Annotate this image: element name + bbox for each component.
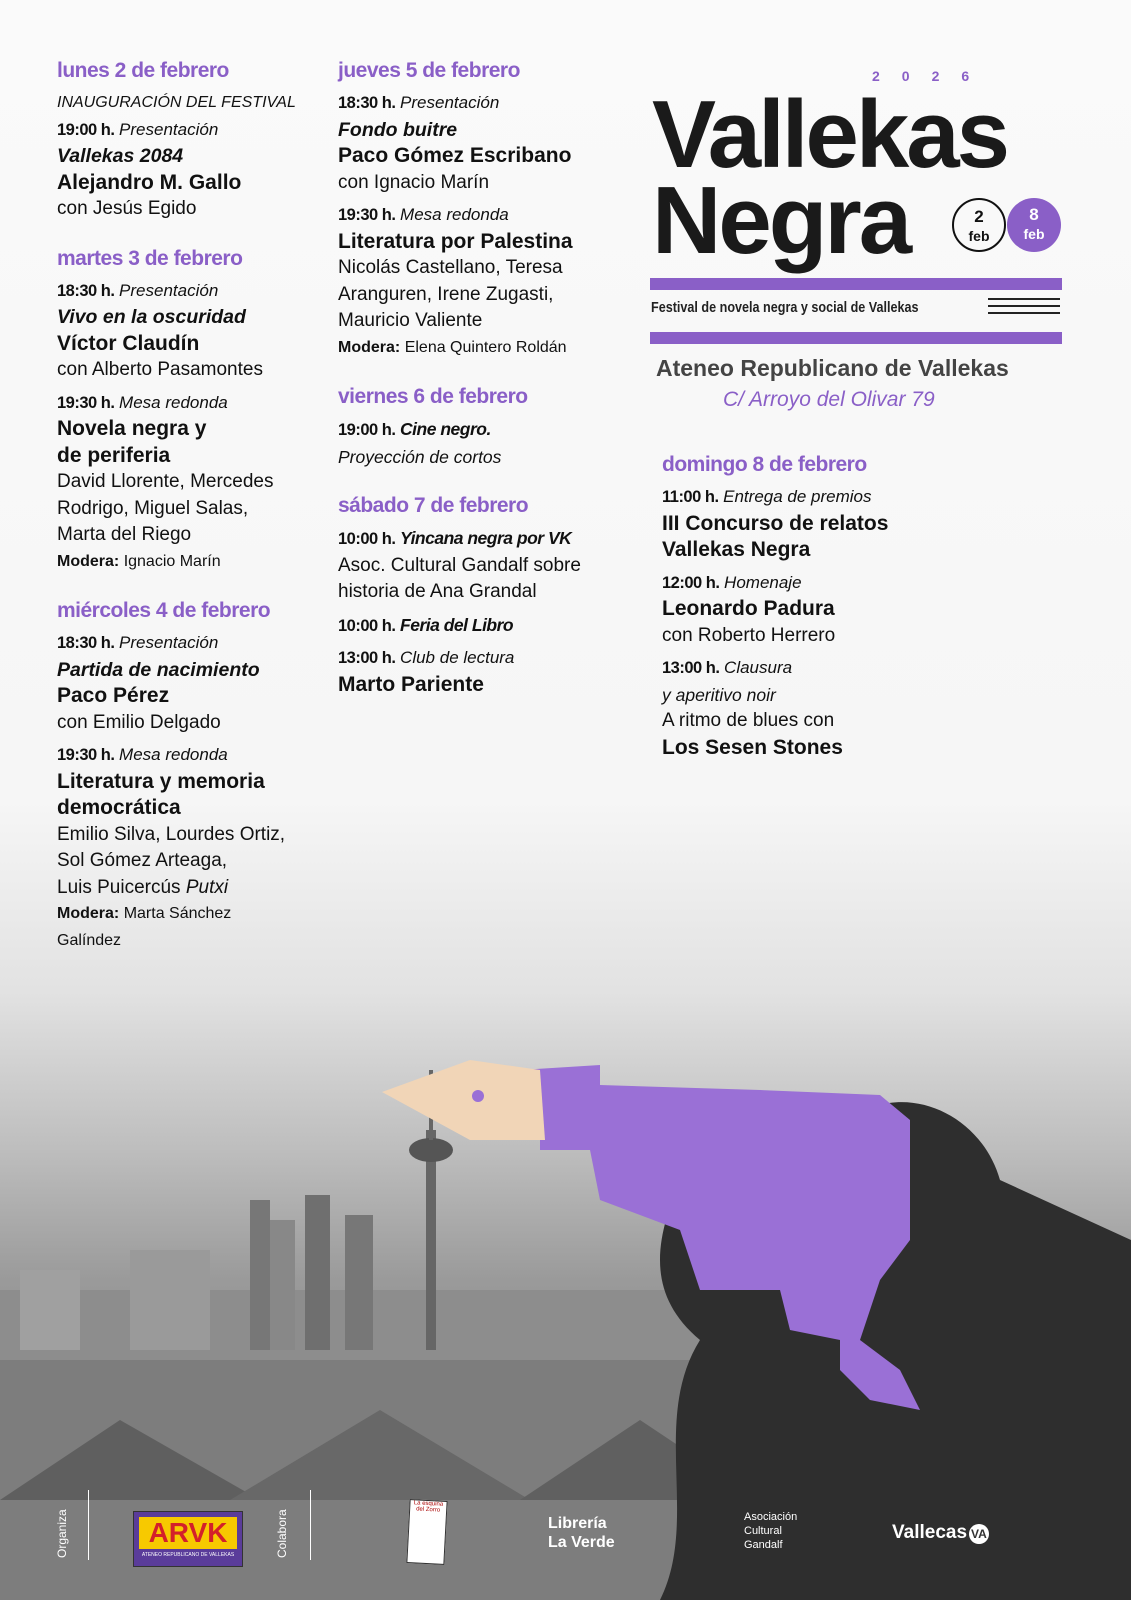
- arvk-text: ARVK: [139, 1517, 237, 1549]
- event-type: Presentación: [119, 633, 219, 652]
- day-heading: lunes 2 de febrero: [57, 59, 229, 82]
- event-name: III Concurso de relatos: [662, 511, 889, 535]
- event-time-line: [57, 630, 296, 657]
- event-name: Leonardo Padura: [662, 597, 835, 620]
- schedule-event: [662, 484, 888, 564]
- participants-line: Marta del Riego: [57, 524, 192, 545]
- event-type: Homenaje: [724, 572, 802, 592]
- logo-title-line1: Vallekas: [652, 81, 1008, 188]
- colabora-label: Colabora: [275, 1509, 289, 1558]
- event-time: 10:00 h.: [338, 530, 396, 548]
- day-heading: sábado 7 de febrero: [338, 494, 529, 517]
- participants-line: David Llorente, Mercedes: [57, 471, 274, 492]
- event-name: democrática: [57, 796, 181, 819]
- participants-line: Aranguren, Irene Zugasti,: [338, 283, 554, 305]
- end-date-badge: [1007, 198, 1061, 252]
- start-date-badge: [952, 198, 1006, 252]
- event-time-line: [338, 525, 581, 553]
- event-time-line: [338, 416, 581, 444]
- event-name: Literatura por Palestina: [338, 229, 573, 253]
- stripes-decoration: [988, 298, 1060, 319]
- arvk-subtitle: ATENEO REPUBLICANO DE VALLEKAS: [141, 1552, 235, 1558]
- start-month: feb: [968, 228, 990, 244]
- divider-bar: [650, 332, 1062, 344]
- schedule-event: [662, 655, 888, 761]
- venue-address: C/ Arroyo del Olivar 79: [723, 388, 935, 411]
- schedule-column-1: [57, 57, 296, 954]
- event-time: 19:30 h.: [57, 393, 115, 412]
- va-badge: VA: [969, 1524, 989, 1544]
- event-time-line: [57, 278, 296, 305]
- event-time: 13:00 h.: [662, 659, 720, 677]
- schedule-column-2: [338, 57, 581, 698]
- event-type: Feria del Libro: [400, 614, 514, 635]
- logo-title-line2: Negra: [652, 167, 910, 274]
- event-time: 19:00 h.: [338, 421, 396, 439]
- participants-line: historia de Ana Grandal: [338, 581, 537, 602]
- moderator-label: Modera:: [57, 552, 120, 570]
- festival-logo: [652, 81, 1008, 274]
- schedule-event: [57, 278, 296, 384]
- event-time-line: [662, 655, 888, 682]
- event-time-line: [338, 202, 581, 229]
- event-description: Proyección de cortos: [338, 446, 502, 467]
- gandalf-line2: Cultural: [744, 1525, 782, 1537]
- vallecas-va-logo: [892, 1522, 989, 1544]
- event-time-line: [57, 742, 296, 769]
- event-name: Vallekas Negra: [662, 538, 811, 561]
- asociacion-cultural-gandalf-logo: [730, 1510, 797, 1552]
- moderator-line: [338, 335, 581, 362]
- festival-year: 2026: [872, 68, 992, 84]
- book-title: Partida de nacimiento: [57, 658, 260, 681]
- schedule-event: [338, 416, 581, 470]
- divider-line: [88, 1490, 89, 1560]
- event-name: Los Sesen Stones: [662, 735, 843, 759]
- moderator-label: Modera:: [57, 905, 120, 922]
- end-day: 8: [1029, 205, 1039, 224]
- vallecas-text: Vallecas: [892, 1522, 968, 1543]
- event-time: 18:30 h.: [57, 281, 115, 300]
- opening-label: INAUGURACIÓN DEL FESTIVAL: [57, 94, 296, 111]
- event-type: Presentación: [400, 93, 500, 112]
- event-time: 10:00 h.: [338, 616, 396, 635]
- event-time-line: [338, 645, 581, 672]
- event-time: 19:30 h.: [338, 206, 396, 224]
- event-name: Novela negra y: [57, 417, 207, 440]
- organiza-label: Organiza: [55, 1509, 69, 1558]
- schedule-event: [338, 90, 581, 196]
- festival-tagline: Festival de novela negra y social de Vallekas: [651, 299, 919, 316]
- participants-line: A ritmo de blues con: [662, 710, 835, 731]
- la-esquina-del-zorro-logo: La esquina del Zorro: [406, 1499, 447, 1565]
- event-subtitle: y aperitivo noir: [662, 684, 776, 705]
- event-time-line: [338, 612, 581, 640]
- moderator-label: Modera:: [338, 338, 401, 356]
- participant-nickname: Putxi: [185, 876, 229, 898]
- participants-line: con Alberto Pasamontes: [57, 359, 263, 380]
- participants-line: con Emilio Delgado: [57, 711, 221, 733]
- schedule-event: [338, 645, 581, 698]
- event-type: Mesa redonda: [400, 205, 509, 224]
- participants-line: Asoc. Cultural Gandalf sobre: [338, 554, 581, 576]
- event-name: Alejandro M. Gallo: [57, 170, 242, 194]
- event-type: Presentación: [119, 119, 219, 139]
- moderator-line: [57, 901, 296, 928]
- event-time-line: [57, 390, 296, 417]
- schedule-event: [338, 202, 581, 361]
- participants-line: [57, 875, 296, 902]
- schedule-event: [338, 525, 581, 606]
- event-type: Club de lectura: [400, 648, 515, 667]
- event-type: Mesa redonda: [119, 745, 228, 764]
- start-day: 2: [974, 207, 984, 226]
- libreria-la-verde-logo: [548, 1514, 615, 1552]
- day-heading: viernes 6 de febrero: [338, 385, 528, 408]
- arvk-logo: [133, 1511, 243, 1567]
- event-name: Paco Pérez: [57, 684, 170, 707]
- event-name: Víctor Claudín: [57, 331, 200, 355]
- gandalf-line1: Asociación: [744, 1511, 798, 1523]
- schedule-event: [338, 612, 581, 640]
- divider-bar: [650, 278, 1062, 290]
- book-title: Vallekas 2084: [57, 145, 184, 167]
- event-time: 18:30 h.: [338, 94, 396, 112]
- book-title: Vivo en la oscuridad: [57, 306, 246, 328]
- event-type: Yincana negra por VK: [400, 528, 572, 548]
- event-time: 12:00 h.: [662, 573, 720, 592]
- event-time-line: [662, 570, 888, 597]
- day-heading: martes 3 de febrero: [57, 246, 243, 270]
- venue-name: Ateneo Republicano de Vallekas: [656, 355, 1009, 381]
- end-month: feb: [1023, 226, 1045, 242]
- event-type: Cine negro.: [400, 419, 491, 439]
- moderator-name: Elena Quintero Roldán: [404, 338, 567, 356]
- event-time-line: [57, 117, 296, 144]
- event-type: Clausura: [724, 658, 793, 677]
- divider-line: [310, 1490, 311, 1560]
- moderator-line: [57, 549, 296, 576]
- event-time: 19:00 h.: [57, 120, 115, 139]
- schedule-event: [57, 390, 296, 576]
- day-heading: domingo 8 de febrero: [662, 453, 867, 476]
- schedule-event: [57, 630, 296, 736]
- participant-name: Luis Puicercús: [57, 876, 181, 898]
- schedule-event: [662, 570, 888, 650]
- participants-line: Mauricio Valiente: [338, 310, 483, 331]
- schedule-column-3: [662, 451, 888, 761]
- day-heading: miércoles 4 de febrero: [57, 599, 271, 622]
- participants-line: con Jesús Egido: [57, 198, 197, 219]
- event-time-line: [338, 90, 581, 117]
- event-time: 18:30 h.: [57, 634, 115, 652]
- event-time: 13:00 h.: [338, 649, 396, 667]
- moderator-name-cont: Galíndez: [57, 931, 122, 949]
- event-name: Literatura y memoria: [57, 769, 265, 793]
- la-verde-text: La Verde: [548, 1534, 615, 1551]
- event-type: Mesa redonda: [119, 392, 228, 412]
- libreria-text: Librería: [548, 1515, 607, 1532]
- gandalf-line3: Gandalf: [744, 1539, 783, 1551]
- event-type: Entrega de premios: [723, 487, 872, 506]
- event-time: 11:00 h.: [662, 488, 719, 506]
- participants-line: Emilio Silva, Lourdes Ortiz,: [57, 823, 286, 845]
- schedule-event: [57, 90, 296, 223]
- event-name: de periferia: [57, 443, 171, 467]
- event-time-line: [662, 484, 888, 511]
- event-name: Paco Gómez Escribano: [338, 144, 572, 167]
- sponsor-logos: [0, 1450, 1131, 1600]
- moderator-name: Marta Sánchez: [123, 905, 232, 922]
- participants-line: Nicolás Castellano, Teresa: [338, 257, 563, 278]
- event-type: Presentación: [119, 280, 219, 300]
- moderator-name: Ignacio Marín: [123, 552, 221, 570]
- participants-line: Rodrigo, Miguel Salas,: [57, 497, 249, 519]
- event-name: Marto Pariente: [338, 672, 484, 696]
- event-time: 19:30 h.: [57, 746, 115, 764]
- participants-line: con Ignacio Marín: [338, 171, 490, 193]
- schedule-event: [57, 742, 296, 954]
- day-heading: jueves 5 de febrero: [338, 59, 520, 82]
- participants-line: con Roberto Herrero: [662, 624, 836, 646]
- book-title: Fondo buitre: [338, 118, 458, 141]
- participants-line: Sol Gómez Arteaga,: [57, 850, 228, 871]
